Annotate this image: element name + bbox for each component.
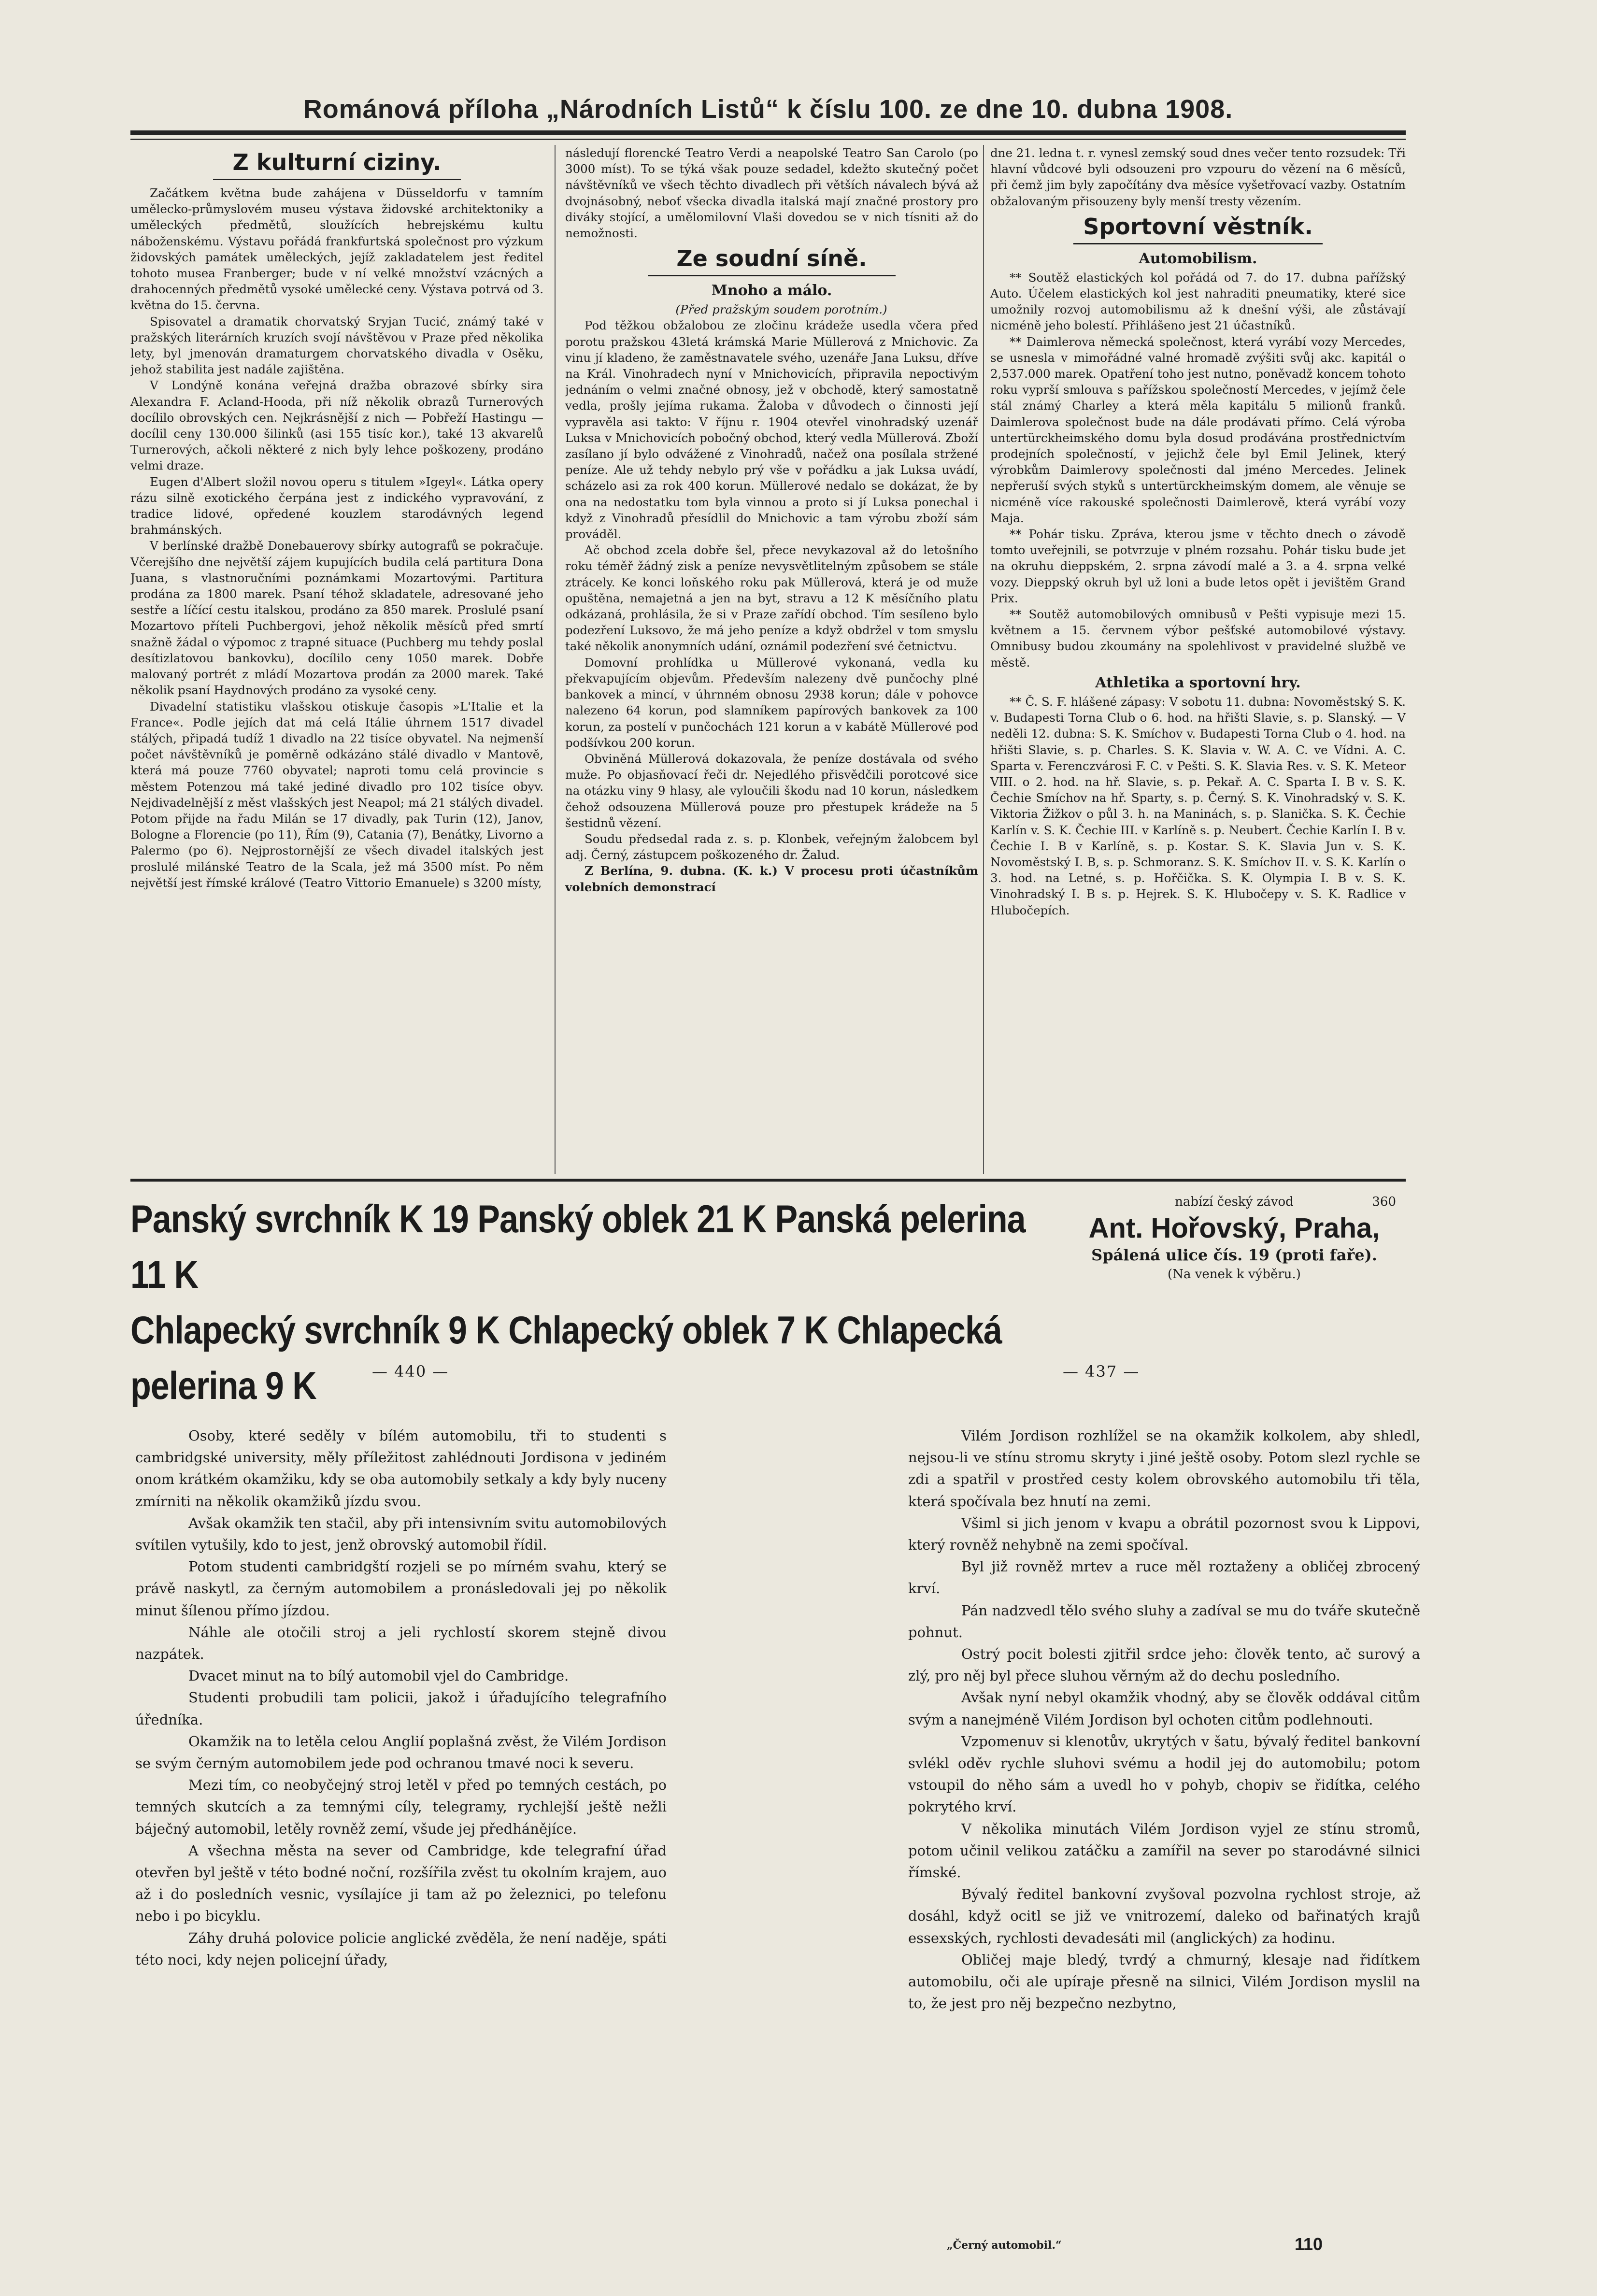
- article-paragraph: Spisovatel a dramatik chorvatský Sryjan Tucić, známý také v pražských literárních kruzích svojí návštěvou v Praze před několika lety, byl jmenován dramaturgem chorvatského divadla v Osěku, jehož stabilita jest nadále zajištěna.: [130, 314, 543, 377]
- novel-paragraph: Byl již rovněž mrtev a ruce měl roztaženy a obličej zbrocený krví.: [908, 1558, 1420, 1597]
- title-underline: [648, 275, 896, 276]
- column-soud: [565, 145, 978, 1174]
- masthead: Románová příloha „Národních Listů“ k číslu 100. ze dne 10. dubna 1908.: [303, 95, 1233, 124]
- article-paragraph: Eugen d'Albert složil novou operu s titulem »Igeyl«. Látka opery rázu silně exotického čerpána jest z indického vypravování, z tradice lidové, opředené kouzlem starodávných legend brahmánských.: [130, 474, 543, 537]
- ad-number: 360: [1372, 1195, 1396, 1209]
- article-paragraph: V Londýně konána veřejná dražba obrazové sbírky sira Alexandra F. Acland-Hooda, při níž několik obrazů Turnerových docílilo obrovských cen. Nejkrásnější z nich — Pobřeží Hastingu — docílil ceny 130.000 šilinků (asi 155 tisíc kor.), také 13 akvarelů Turnerových, ačkoli některé z nich byly lehce poškozeny, prodáno velmi draze.: [130, 378, 543, 473]
- novel-paragraph: Okamžik na to letěla celou Anglií poplašná zvěst, že Vilém Jordison se svým černým automobilem jede pod ochranou tmavé noci k severu.: [135, 1733, 667, 1772]
- running-title: „Černý automobil.“: [947, 2239, 1062, 2252]
- novel-paragraph: Pán nadzvedl tělo svého sluhy a zadíval se mu do tváře skutečně pohnut.: [908, 1602, 1420, 1640]
- continued-paragraph: dne 21. ledna t. r. vynesl zemský soud dnes večer tento rozsudek: Tři hlavní vůdcové byli odsouzeni pro vzpouru do vězení na 6 měsíců, při čemž jim byly započítány dva měsíce vyšetřovací vazby. Ostatním obžalovaným přisouzeny byly menší tresty vězením.: [990, 146, 1406, 208]
- ad-offer: nabízí český závod: [1175, 1195, 1294, 1209]
- article-paragraph: Domovní prohlídka u Müllerové vykonaná, vedla ku překvapujícím objevům. Především nalezeny dvě punčochy plné bankovek a mincí, v úhrnném obnosu 2938 korun; dále v pohovce nalezeno 64 korun, pod slamníkem papírových bankovek za 100 korun, za postelí v punčochách 121 korun a v kabátě Müllerové pod podšívkou 200 korun.: [565, 655, 978, 750]
- sheet-number: 110: [1295, 2234, 1323, 2254]
- article-paragraph: ** Soutěž automobilových omnibusů v Pešti vypisuje mezi 15. květnem a 15. červnem výbor pešťské automobilové výstavy. Omnibusy budou zkoumány na spolehlivost v pravidelné službě ve městě.: [990, 607, 1406, 670]
- article-paragraph: Divadelní statistiku vlašskou otiskuje časopis »L'Italie et la France«. Podle jejích dat má celá Itálie úhrnem 1517 divadel stálých, připadá tudíž 1 divadlo na 22 tisíce obyvatel. Na nejmenší počet návštěvníků je poměrně odkázáno stálé divadlo v Mantově, která má pouze 7760 obyvatel; naproti tomu celá provincie s městem Potenzou má také jediné divadlo pro 102 tisíce obyv. Nejdivadelnější z měst vlašských jest Neapol; má 21 stálých divadel. Potom přijde na řadu Milán se 17 divadly, pak Turin (12), Janov, Bologne a Florencie (po 11), Řím (9), Catania (7), Benátky, Livorno a Palermo (po 6). Nejprostornější ze všech divadel italských jest proslulé milánské Teatro de la Scala, jež má 3500 míst. Po něm největší jest římské králové (Teatro Vittorio Emanuele) s 3200 místy,: [130, 699, 543, 890]
- ad-firm-block: [1063, 1192, 1406, 1284]
- novel-paragraph: Vilém Jordison rozhlížel se na okamžik kolkolem, aby shledl, nejsou-li ve stínu stromu skryty i jiné ještě osoby. Potom slezl rychle se zdi a spatřil v prostřed cesty kolem obrovského automobilu tři těla, která spočívala bez hnutí na zemi.: [908, 1427, 1420, 1510]
- article-paragraph: ** Soutěž elastických kol pořádá od 7. do 17. dubna pařížský Auto. Účelem elastických kol jest nahraditi pneumatiky, které sice umožnily rozvoj automobilismu až k dnešní výši, ale zůstávají nicméně jeho bolestí. Přihlášeno jest 21 účastníků.: [990, 270, 1406, 333]
- column-divider: [983, 145, 984, 1174]
- section-title: Sportovní věstník.: [1083, 213, 1313, 240]
- novel-paragraph: Dvacet minut na to bílý automobil vjel do Cambridge.: [188, 1668, 569, 1684]
- article-paragraph: Z Berlína, 9. dubna. (K. k.) V procesu proti účastníkům volebních demonstrací: [565, 864, 978, 894]
- novel-paragraph: Náhle ale otočili stroj a jeli rychlostí skorem stejně divou nazpátek.: [135, 1624, 667, 1663]
- column-sport: [990, 145, 1406, 1174]
- article-paragraph: ** Daimlerova německá společnost, která vyrábí vozy Mercedes, se usnesla v mimořádné valné hromadě zvýšiti svůj akc. kapitál o 2,537.000 marek. Opatření toho jest nutno, poněvadž koncem tohoto roku vyprší smlouva s pařížskou společností Mercedes, v jejímž čele stál známý Charley a která měla kapitálu 5 milionů franků. Daimlerova společnost bude na dále prodávati přímo. Celá výroba untertürckheimského domu byla dosud prodávána prostřednictvím prodejních společností, v jejichž čele byl Emil Jelinek, který výrobkům Daimlerovy společnosti dal jméno Mercedes. Jelinek nepřeruší svých styků s untertürckheimským domem, ale věnuje se nicméně více rakouské společnosti Daimlerově, která vyrábí vozy Maja.: [990, 334, 1406, 525]
- novel-paragraph: Avšak okamžik ten stačil, aby při intensivním svitu automobilových svítilen vytušily, kdo to jest, jenž obrovský automobil řídil.: [135, 1514, 667, 1554]
- ad-price-list: [130, 1191, 1048, 1413]
- novel-page-right: [908, 1425, 1420, 2222]
- page-number: — 437 —: [1063, 1362, 1140, 1381]
- masthead-rule-thin: [130, 139, 1406, 140]
- article-paragraph: Soudu předsedal rada z. s. p. Klonbek, veřejným žalobcem byl adj. Černý, zástupcem poškozeného dr. Žalud.: [565, 831, 978, 862]
- novel-paragraph: Vzpomenuv si klenotův, ukrytých v šatu, bývalý ředitel bankovní svlékl oděv rychle sluhovi svému a hodil jej do automobilu; potom vstoupil do něho sám a uvedl ho v pohyb, chopiv se řidítka, celého pokrytého krví.: [908, 1733, 1420, 1815]
- article-paragraph: ** Č. S. F. hlášené zápasy: V sobotu 11. dubna: Novoměstský S. K. v. Budapesti Torna Club o 6. hod. na hřišti Slavie, s. p. Slanský. — V neděli 12. dubna: S. K. Smíchov v. Budapesti Torna Club o 4. hod. na hřišti Slavie, s. p. Charles. S. K. Slavia v. W. A. C. ve Vídni. A. C. Sparta v. Ferenczvárosi F. C. v Pešti. S. K. Slavia Res. v. S. K. Meteor VIII. o 2. hod. na hř. Slavie, s. p. Pekař. A. C. Sparta I. B v. S. K. Čechie Smíchov na hř. Sparty, s. p. Černý. S. K. Vinohradský v. S. K. Viktoria Žižkov o půl 3. h. na Maninách, s. p. Slanička. S. K. Čechie Karlín v. S. K. Čechie III. v Karlíně s. p. Neubert. Čechie Karlín I. B v. Čechie I. B v Karlíně, s. p. Kostar. S. K. Slavia Jun v. S. K. Novoměstský I. B, s. p. Schmoranz. S. K. Smíchov II. v. S. K. Karlín o 3. hod. na Letné, s. p. Hořčička. S. K. Olympia I. B v. S. K. Vinohradský I. B s. p. Hejrek. S. K. Hlubočepy v. S. K. Radlice v Hlubočepích.: [990, 694, 1406, 917]
- article-paragraph: Obviněná Müllerová dokazovala, že peníze dostávala od svého muže. Po objasňovací řeči dr. Nejedlého přisvědčili porotcové sice na otázku viny 9 hlasy, ale vyloučili škodu nad 10 korun, následkem čehož odsouzena Müllerová pouze pro přestupek krádeže na 5 šestidnů vězení.: [565, 751, 978, 830]
- novel-paragraph: Ostrý pocit bolesti zjitřil srdce jeho: člověk tento, ač surový a zlý, pro něj byl přece sluhou věrným až do dechu posledního.: [908, 1646, 1420, 1684]
- article-paragraph: V berlínské dražbě Donebauerovy sbírky autografů se pokračuje. Včerejšího dne největší zájem kupujících budila celá partitura Dona Juana, s vlastnoručními poznámkami Mozartovými. Partitura prodána za 1800 marek. Psaní téhož skladatele, adresované jeho sestře a líčící cestu italskou, prodáno za 850 marek. Proslulé psaní Mozartovo příteli Puchbergovi, jehož několik měsíců před smrtí snažně žádal o výpomoc z trapné situace (Puchberg mu tehdy poslal desítizlatovou bankovku), docílilo ceny 1050 marek. Dobře malovaný portrét z mládí Mozartova prodán za 2000 marek. Také několik psaní Haydnových prodáno za vysoké ceny.: [130, 539, 543, 698]
- article-title: Mnoho a málo.: [711, 282, 832, 299]
- masthead-rule: [130, 130, 1406, 135]
- novel-paragraph: Bývalý ředitel bankovní zvyšoval pozvolna rychlost stroje, až dosáhl, když ocitl se již ve vnitrozemí, daleko od bařinatých krajů essexských, rychlosti devadesáti mil (anglických) za hodinu.: [908, 1886, 1420, 1946]
- novel-paragraph: Studenti probudili tam policii, jakož i úřadujícího telegrafního úředníka.: [135, 1689, 667, 1728]
- title-underline: [213, 179, 461, 180]
- novel-paragraph: Avšak nyní nebyl okamžik vhodný, aby se člověk oddával citům svým a nanejméně Vilém Jordison byl ochoten citům podlehnouti.: [908, 1689, 1420, 1728]
- novel-paragraph: Potom studenti cambridgští rozjeli se po mírném svahu, který se právě naskytl, za černým automobilem a pronásledovali jej po několik minut šílenou přímo jízdou.: [135, 1558, 667, 1619]
- page-number: — 440 —: [372, 1362, 449, 1381]
- novel-paragraph: A všechna města na sever od Cambridge, kde telegrafní úřad otevřen byl ještě v této bodné noční, rozšířila zvěst tu okolním krajem, auo až i do posledních vesnic, vysílajíce ji tam až po železnici, po telefonu nebo i po bicyklu.: [135, 1842, 667, 1925]
- novel-paragraph: Všiml si jich jenom v kvapu a obrátil pozornost svou k Lippovi, který rovněž nehybně na zemi spočíval.: [908, 1514, 1420, 1554]
- article-subtitle: (Před pražským soudem porotním.): [675, 302, 887, 317]
- continued-paragraph: následují florencké Teatro Verdi a neapolské Teatro San Carolo (po 3000 míst). To se týká však pouze sedadel, kdežto skutečný počet návštěvníků ve všech těchto divadlech při větších návalech bývá až dvojnásobný, neboť všecka divadla italská mají značné prostory pro diváky stojící, a umělomilovní Vlaši dovedou se v nich tísniti až do nemožnosti.: [565, 146, 978, 241]
- column-divider: [555, 145, 556, 1174]
- ad-line: Panský svrchník K 19 Panský oblek 21 K Panská pelerina 11 K: [130, 1197, 1026, 1297]
- ad-address: Spálená ulice čís. 19 (proti faře).: [1091, 1246, 1377, 1264]
- ad-note: (Na venek k výběru.): [1168, 1267, 1301, 1282]
- section-title: Ze soudní síně.: [676, 245, 867, 272]
- article-paragraph: Pod těžkou obžalobou ze zločinu krádeže usedla včera před porotu pražskou 43letá krámská Marie Müllerová z Mnichovic. Za vinu jí kladeno, že zaměstnavatele svého, uzenáře Jana Luksu, dříve na Král. Vinohradech nyní v Mnichovicích, připravila nepoctivým jednáním o velmi značné obnosy, jež v obchodě, který samostatně vedla, prošly jejíma rukama. Žaloba v důvodech o činnosti její vypravěla asi takto: V říjnu r. 1904 otevřel vinohradský uzenář Luksa v Mnichovicích pobočný obchod, který vedla Müllerová. Zboží zasílano jí bylo odvážené z Vinohradů, načež ona posílala stržené peníze. Ale už tehdy nebylo prý vše v pořádku a jak Luksa uvádí, scházelo asi za rok 400 korun. Müllerové nedalo se dokázat, že by ona na nedostatku tom byla vinnou a proto si jí Luksa ponechal i když z Vinohradů přesídlil do Mnichovic a tam výrobu zboží sám prováděl.: [565, 318, 978, 542]
- novel-paragraph: Záhy druhá polovice policie anglické zvěděla, že není naděje, spáti této noci, kdy nejen policejní úřady,: [135, 1929, 667, 1968]
- article-paragraph: Ač obchod zcela dobře šel, přece nevykazoval až do letošního roku téměř žádný zisk a peníze nevysvětlitelným způsobem se stále ztrácely. Ke konci loňského roku pak Müllerová, která je od muže opuštěna, nemajetná a jen na byt, stravu a 12 K měsíčního platu odkázaná, prohlásila, že si v Praze zařídí obchod. Tím sesíleno bylo podezření Luksovo, že má jeho peníze a když obdržel v tom smyslu také několik anonymních udání, oznámil podezření své četnictvu.: [565, 543, 978, 654]
- article-title: Athletika a sportovní hry.: [1095, 674, 1301, 691]
- ad-firm-name: Ant. Hořovský, Praha,: [1088, 1212, 1380, 1244]
- novel-paragraph: Mezi tím, co neobyčejný stroj letěl v před po temných cestách, po temných skutcích a za temnými cíly, telegramy, rychlejší ještě nežli báječný automobil, letěly rovněž zemí, všude jej předhánějíce.: [135, 1777, 667, 1837]
- section-title: Z kulturní ciziny.: [232, 149, 442, 175]
- article-paragraph: Začátkem května bude zahájena v Düsseldorfu v tamním umělecko-průmyslovém museu výstava židovské architektoniky a uměleckých předmětů, sloužících hebrejskému kultu náboženskému. Výstavu pořádá frankfurtská společnost pro výzkum židovských památek uměleckých, jejíž zakladatelem jest ředitel tohoto musea Franberger; bude v ní velké množství vzácných a drahocenných předmětů vysoké umělecké ceny. Výstava potrvá od 3. května do 15. června.: [130, 186, 543, 313]
- title-underline: [1073, 243, 1323, 244]
- novel-paragraph: Osoby, které seděly v bílém automobilu, tři to studenti s cambridgské university, měly příležitost zahlédnouti Jordisona v jediném onom krátkém okamžiku, kdy se oba automobily setkaly a kdy byly nuceny zmírniti na několik okamžiků jízdu svou.: [135, 1427, 667, 1510]
- column-kultura: [130, 145, 543, 1174]
- article-title: Automobilism.: [1139, 250, 1257, 267]
- novel-page-left: [135, 1425, 667, 2246]
- article-paragraph: ** Pohár tisku. Zpráva, kterou jsme v těchto dnech o závodě tomto uveřejnili, se potvrzuje v plném rozsahu. Pohár tisku bude jet na okruhu dieppském, 2. srpna závodí malé a 3. a 4. srpna velké vozy. Dieppský okruh byl už loni a bude letos opět i jevištěm Grand Prix.: [990, 527, 1406, 605]
- novel-paragraph: Obličej maje bledý, tvrdý a chmurný, klesaje nad řidítkem automobilu, oči ale upíraje přesně na silnici, Vilém Jordison myslil na to, že jest pro něj bezpečno nezbytno,: [908, 1951, 1420, 2012]
- ad-line: Chlapecký svrchník 9 K Chlapecký oblek 7 K Chlapecká pelerina 9 K: [130, 1308, 1002, 1408]
- novel-paragraph: V několika minutách Vilém Jordison vyjel ze stínu stromů, potom učinil velikou zatáčku a zamířil na sever po starodávné silnici římské.: [908, 1820, 1420, 1881]
